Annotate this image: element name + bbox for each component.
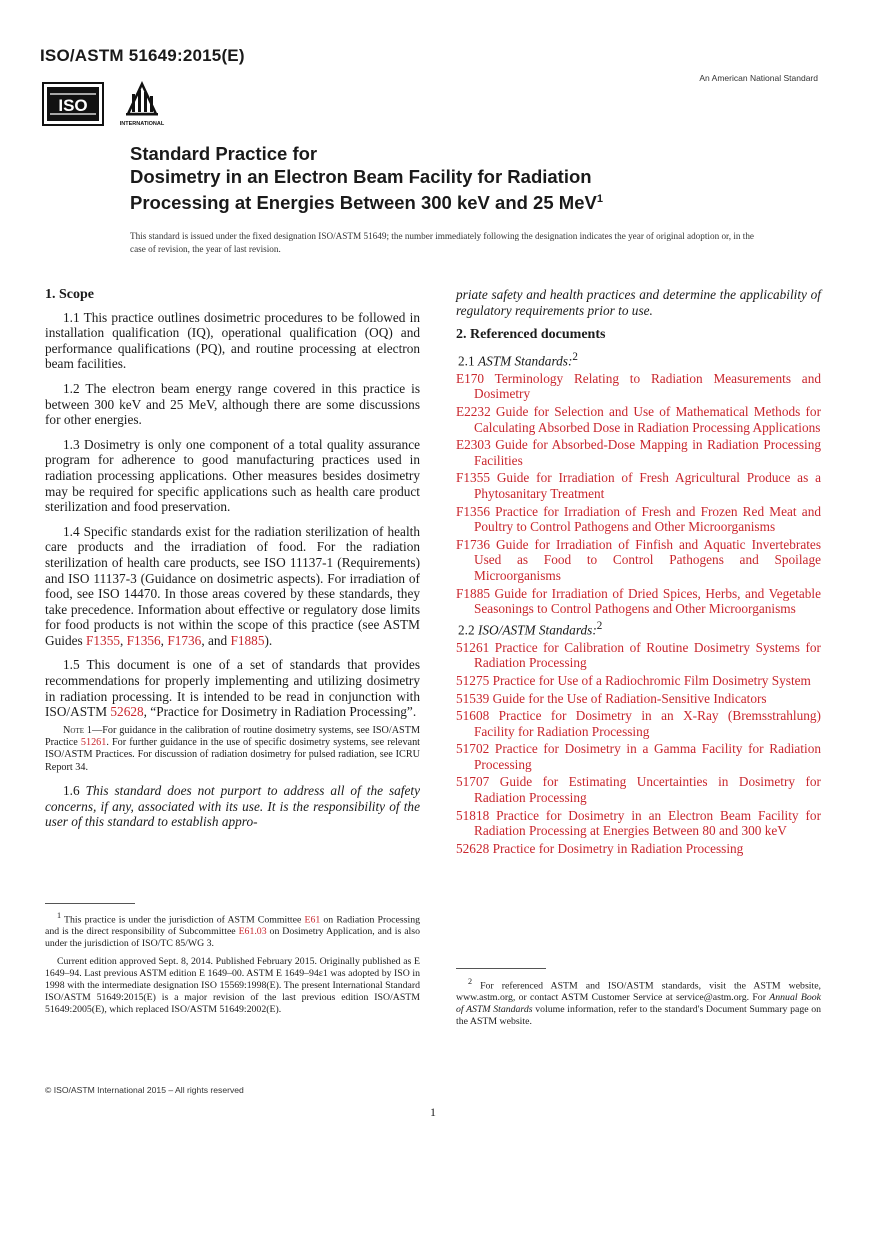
reference-item[interactable]	[456, 404, 821, 435]
footnote-rule-left	[45, 903, 135, 904]
issue-note: This standard is issued under the fixed designation ISO/ASTM 51649; the number immediately following the designation indicates the year of original adoption or, in the case of revision, the year of last revision.	[130, 231, 755, 254]
reference-title[interactable]: Practice for Dosimetry in an X-Ray (Bremsstrahlung) Facility for Radiation Processing	[474, 708, 821, 739]
reference-item[interactable]	[456, 371, 821, 402]
title-line-3: Processing at Energies Between 300 keV and 25 MeV$^1$	[130, 192, 603, 214]
astm-logo	[112, 80, 172, 128]
reference-code[interactable]: F1355	[456, 470, 490, 486]
reference-item[interactable]	[456, 741, 821, 772]
footnote-1: $^1$ This practice is under the jurisdiction of ASTM Committee E61 on Radiation Processing and is the direct responsibility of Subcommittee E61.03 on Dosimetry Application, and is also under the jurisdiction of ISO/TC 85/WG 3.	[45, 911, 421, 950]
reference-title[interactable]: Practice for Dosimetry in Radiation Processing	[489, 840, 744, 856]
footnote-rule-right	[456, 968, 546, 969]
right-column	[456, 287, 821, 858]
iso-astm-standards-heading: 2.2 ISO/ASTM Standards:$^2$	[458, 619, 603, 638]
note-label: Note 1	[63, 724, 93, 736]
reference-item[interactable]	[456, 673, 821, 689]
title-line-2: Dosimetry in an Electron Beam Facility for Radiation	[130, 166, 592, 187]
link-e61-03[interactable]: E61.03	[238, 926, 267, 938]
note-1: Note 1—For guidance in the calibration of routine dosimetry systems, see ISO/ASTM Practice 51261. For further guidance in the use of specific dosimetry systems, see relevant ISO/ASTM Practices. For discussion of radiation dosimetry for pulsed radiation, see ICRU Report 34.	[45, 724, 421, 773]
reference-code[interactable]: E2303	[456, 437, 491, 453]
reference-code[interactable]: F1736	[456, 536, 490, 552]
iso-astm-standards-list	[456, 640, 821, 857]
link-51261[interactable]: 51261	[80, 737, 107, 749]
reference-item[interactable]	[456, 470, 821, 501]
reference-title[interactable]: Guide for the Use of Radiation-Sensitive Indicators	[489, 690, 767, 706]
link-f1736[interactable]: F1736	[167, 632, 202, 648]
footnote-1-edition: Current edition approved Sept. 8, 2014. Published February 2015. Originally published as E 1649–94. Last previous ASTM edition E 1649–00. ASTM E 1649–94ε1 was adopted by ISO in 1998 with the intermediate designation ISO 15569:1998(E). The present International Standard ISO/ASTM 51649:2015(E) is a major revision of the last previous edition ISO/ASTM 51649:2005(E), which replaced ISO/ASTM 51649:2002(E).	[45, 956, 420, 1016]
reference-code[interactable]: 51608	[456, 708, 490, 724]
footnotes-left	[45, 910, 420, 1022]
document-title	[130, 142, 770, 214]
reference-title[interactable]: Guide for Irradiation of Fresh Agricultural Produce as a Phytosanitary Treatment	[474, 470, 821, 501]
copyright-notice: © ISO/ASTM International 2015 – All rights reserved	[45, 1085, 244, 1095]
reference-code[interactable]: E170	[456, 370, 485, 386]
scope-paragraph-1-3: 1.3 Dosimetry is only one component of a total quality assurance program for adherence to good manufacturing practices used in radiation processing applications. Other measures besides dosimetry may be required for specific applications such as health care product sterilization and food preservation.	[45, 436, 420, 515]
reference-item[interactable]	[456, 437, 821, 468]
reference-code[interactable]: F1885	[456, 585, 490, 601]
reference-item[interactable]	[456, 808, 821, 839]
link-52628[interactable]: 52628	[110, 704, 144, 720]
reference-title[interactable]: Practice for Dosimetry in an Electron Beam Facility for Radiation Processing at Energies Between 80 and 300 keV	[474, 807, 821, 839]
reference-title[interactable]: Guide for Estimating Uncertainties in Dosimetry for Radiation Processing	[474, 774, 821, 806]
reference-item[interactable]	[456, 774, 821, 805]
scope-paragraph-1-5: 1.5 This document is one of a set of standards that provides recommendations for properly implementing and utilizing dosimetry in radiation processing. It is intended to be read in conjunction with ISO/ASTM 52628, “Practice for Dosimetry in Radiation Processing”.	[45, 657, 420, 720]
astm-standards-heading: 2.1 ASTM Standards:$^2$	[458, 350, 578, 369]
reference-code[interactable]: 51702	[456, 741, 490, 757]
reference-code[interactable]: 51275	[456, 672, 490, 688]
reference-item[interactable]	[456, 504, 821, 535]
reference-item[interactable]	[456, 691, 821, 707]
reference-item[interactable]	[456, 841, 821, 857]
reference-item[interactable]	[456, 640, 821, 671]
reference-code[interactable]: E2232	[456, 403, 491, 419]
title-footnote-mark[interactable]: 1	[596, 193, 603, 205]
link-f1355[interactable]: F1355	[86, 632, 120, 648]
reference-item[interactable]	[456, 708, 821, 739]
scope-paragraph-1-4: 1.4 Specific standards exist for the radiation sterilization of health care products and the irradiation of food. For the radiation sterilization of health care products, see ISO 11137-1 (Requirements) and ISO 11137-3 (Guidance on dosimetric aspects). For irradiation of food, see ISO 14470. In those areas covered by these standards, they take precedence. Information about effective or regulatory dose limits for food products is not within the scope of this practice (see ASTM Guides F1355, F1356, F1736, and F1885).	[45, 523, 420, 648]
reference-title[interactable]: Terminology Relating to Radiation Measurements and Dosimetry	[474, 370, 821, 402]
reference-code[interactable]: 51818	[456, 807, 490, 823]
reference-title[interactable]: Guide for Irradiation of Finfish and Aquatic Invertebrates Used as Food to Control Pathogens and Spoilage Microorganisms	[474, 536, 821, 583]
left-column	[45, 287, 420, 839]
reference-code[interactable]: F1356	[456, 503, 490, 519]
scope-paragraph-1-6: 1.6 This standard does not purport to address all of the safety concerns, if any, associated with its use. It is the responsibility of the user of this standard to establish appro-	[45, 783, 420, 830]
reference-item[interactable]	[456, 586, 821, 617]
reference-code[interactable]: 51539	[456, 690, 490, 706]
svg-text:INTERNATIONAL: INTERNATIONAL	[119, 121, 165, 127]
document-designation: ISO/ASTM 51649:2015(E)	[40, 46, 245, 65]
footnote-2: $^2$ For referenced ASTM and ISO/ASTM standards, visit the ASTM website, www.astm.org, or contact ASTM Customer Service at service@astm.org. For Annual Book of ASTM Standards volume information, refer to the standard's Document Summary page on the ASTM website.	[456, 977, 821, 1028]
scope-paragraph-1-2: 1.2 The electron beam energy range covered in this practice is between 300 keV and 25 MeV, although there are some discussions for other energies.	[45, 380, 420, 428]
reference-code[interactable]: 51707	[456, 774, 490, 790]
section-heading-scope: 1. Scope	[45, 287, 94, 302]
reference-title[interactable]: Practice for Irradiation of Fresh and Frozen Red Meat and Poultry to Control Pathogens and Other Microorganisms	[474, 503, 821, 535]
national-standard-label: An American National Standard	[699, 73, 818, 83]
reference-code[interactable]: 51261	[456, 639, 490, 655]
footnotes-right	[456, 976, 821, 1034]
link-f1356[interactable]: F1356	[126, 632, 161, 648]
scope-paragraph-1-1: 1.1 This practice outlines dosimetric procedures to be followed in installation qualification (IQ), operational qualification (OQ) and performance qualifications (PQ), and routine processing at electron beam facilities.	[45, 309, 420, 372]
reference-code[interactable]: 52628	[456, 840, 490, 856]
reference-title[interactable]: Practice for Dosimetry in a Gamma Facility for Radiation Processing	[474, 741, 821, 772]
link-e61[interactable]: E61	[304, 914, 321, 926]
iso-logo	[42, 82, 104, 126]
astm-standards-list	[456, 371, 821, 617]
reference-title[interactable]: Guide for Selection and Use of Mathematical Methods for Calculating Absorbed Dose in Radiation Processing Applications	[474, 403, 821, 435]
link-f1885[interactable]: F1885	[230, 632, 265, 648]
svg-text:ISO: ISO	[58, 96, 88, 115]
reference-title[interactable]: Practice for Use of a Radiochromic Film Dosimetry System	[489, 672, 811, 688]
title-line-1: Standard Practice for	[130, 143, 318, 164]
reference-title[interactable]: Guide for Irradiation of Dried Spices, Herbs, and Vegetable Seasonings to Control Pathogens and Other Microorganisms	[474, 585, 821, 617]
reference-title[interactable]: Practice for Calibration of Routine Dosimetry Systems for Radiation Processing	[474, 639, 821, 671]
reference-title[interactable]: Guide for Absorbed-Dose Mapping in Radiation Processing Facilities	[474, 437, 821, 468]
scope-paragraph-1-6-cont: priate safety and health practices and determine the applicability of regulatory requirements prior to use.	[456, 287, 821, 318]
page-number: 1	[430, 1105, 436, 1119]
section-heading-referenced-documents: 2. Referenced documents	[456, 327, 606, 343]
reference-item[interactable]	[456, 537, 821, 584]
